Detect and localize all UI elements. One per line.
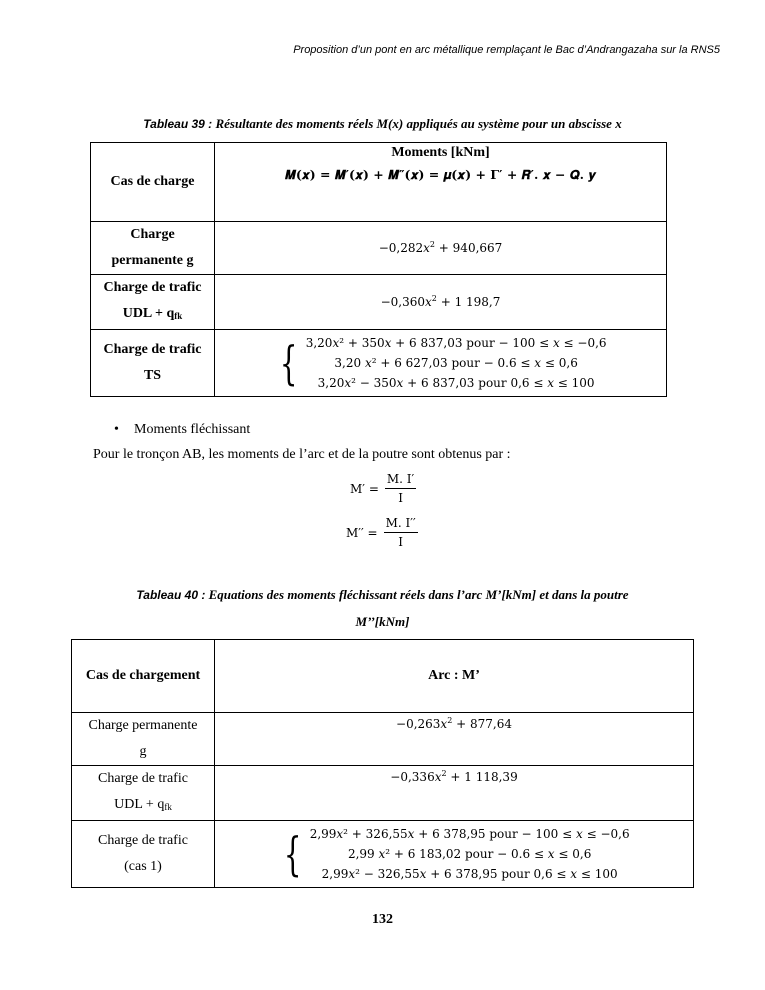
table39-header-case xyxy=(91,143,215,222)
row-label-line2: (cas 1) xyxy=(124,859,162,874)
equation-lhs: M′ = xyxy=(350,481,379,496)
row-label xyxy=(72,821,215,888)
row-label-line2: g xyxy=(139,744,147,759)
row-piecewise xyxy=(215,821,694,888)
piecewise-line: 2,99 𝑥² + 6 183,02 pour − 0.6 ≤ 𝑥 ≤ 0,6 xyxy=(347,847,592,861)
table-row xyxy=(72,713,694,766)
row-label-line1: Charge de trafic xyxy=(103,280,202,295)
table-header-row xyxy=(72,640,694,713)
equation-denominator: I xyxy=(398,491,403,505)
table40-caption-line2: M’’[kNm] xyxy=(355,614,410,629)
table40 xyxy=(71,639,694,888)
header-moments-title: Moments [kNm] xyxy=(391,145,490,160)
left-brace-icon: { xyxy=(284,827,302,881)
table-row xyxy=(72,766,694,821)
row-label xyxy=(91,222,215,275)
table40-header-arc xyxy=(215,640,694,713)
equation-denominator: I xyxy=(398,535,404,549)
table40-caption-number: Tableau 40 : xyxy=(136,588,206,602)
row-label-line2: permanente g xyxy=(111,253,194,268)
piecewise-line: 2,99𝑥² − 326,55𝑥 + 6 378,95 pour 0,6 ≤ 𝑥 ≤ 100 xyxy=(321,867,618,881)
running-header: Proposition d’un pont en arc métallique remplaçant le Bac d’Andrangazaha sur la RNS5 xyxy=(293,44,720,56)
bullet-icon: • xyxy=(114,422,119,437)
table40-caption xyxy=(0,587,765,603)
header-label: Cas de charge xyxy=(110,174,195,189)
formula-quadratic: −0,336𝑥 xyxy=(390,770,442,784)
formula-constant: + 1 198,7 xyxy=(436,295,501,309)
table39 xyxy=(90,142,667,397)
row-label-line1: Charge permanente xyxy=(88,718,198,733)
row-formula: −0,360𝑥$^2$ + 1 198,7 xyxy=(215,275,667,330)
table-row xyxy=(91,275,667,330)
row-formula: −0,336𝑥$^2$ + 1 118,39 xyxy=(215,766,694,821)
table39-caption-text: Résultante des moments réels M(x) appliqués au système pour un abscisse x xyxy=(215,116,622,131)
row-formula: −0,282𝑥$^2$ + 940,667 xyxy=(215,222,667,275)
row-label-line1: Charge de trafic xyxy=(103,342,202,357)
formula-quadratic: −0,282𝑥 xyxy=(378,241,430,255)
formula-constant: + 877,64 xyxy=(452,717,512,731)
bullet-text: Moments fléchissant xyxy=(134,422,251,437)
row-label xyxy=(91,330,215,397)
table-row xyxy=(72,821,694,888)
row-label-line1: Charge xyxy=(130,227,175,242)
table-row xyxy=(91,330,667,397)
row-label-line2: UDL + q xyxy=(114,797,165,812)
row-piecewise xyxy=(215,330,667,397)
header-moments-formula: 𝑴(𝒙) = 𝑴′(𝒙) + 𝑴″(𝒙) = 𝝁(𝒙) + 𝚪′ + 𝑹′. 𝒙 − 𝑸. 𝒚 xyxy=(284,167,597,182)
piecewise-line: 3,20𝑥² − 350𝑥 + 6 837,03 pour 0,6 ≤ 𝑥 ≤ 100 xyxy=(317,376,595,390)
table-header-row xyxy=(91,143,667,222)
table40-caption-text: Equations des moments fléchissant réels dans l’arc M’[kNm] et dans la poutre xyxy=(208,587,629,602)
table-row xyxy=(91,222,667,275)
table39-caption xyxy=(0,116,765,132)
row-label xyxy=(91,275,215,330)
header-label: Arc : M’ xyxy=(428,668,480,683)
piecewise-line: 3,20 𝑥² + 6 627,03 pour − 0.6 ≤ 𝑥 ≤ 0,6 xyxy=(334,356,578,370)
equation-numerator: M. I′ xyxy=(385,472,416,489)
bullet-item xyxy=(114,422,250,438)
row-label-line2: TS xyxy=(143,368,162,383)
row-label-line2: UDL + q xyxy=(122,306,175,321)
piecewise-line: 2,99𝑥² + 326,55𝑥 + 6 378,95 pour − 100 ≤ 𝑥 ≤ −0,6 xyxy=(309,827,630,841)
row-formula: −0,263𝑥$^2$ + 877,64 xyxy=(215,713,694,766)
formula-constant: + 940,667 xyxy=(434,241,503,255)
table39-header-moments xyxy=(215,143,667,222)
formula-quadratic: −0,263𝑥 xyxy=(396,717,448,731)
piecewise-line: 3,20𝑥² + 350𝑥 + 6 837,03 pour − 100 ≤ 𝑥 ≤ −0,6 xyxy=(305,336,607,350)
table39-caption-number: Tableau 39 : xyxy=(143,117,213,131)
table40-header-case xyxy=(72,640,215,713)
paragraph: Pour le tronçon AB, les moments de l’arc et de la poutre sont obtenus par : xyxy=(93,447,511,462)
row-label xyxy=(72,766,215,821)
left-brace-icon: { xyxy=(280,336,298,390)
row-label-line1: Charge de trafic xyxy=(98,771,188,786)
row-label xyxy=(72,713,215,766)
equation-m-prime xyxy=(350,472,416,505)
equation-lhs: M′′ = xyxy=(346,525,378,540)
row-label-subscript: fk xyxy=(164,802,172,812)
page-number: 132 xyxy=(372,912,393,927)
row-label-subscript: fk xyxy=(174,311,183,321)
equation-numerator: M. I′′ xyxy=(384,516,418,533)
equation-m-double-prime xyxy=(346,516,418,549)
header-label: Cas de chargement xyxy=(85,668,201,683)
formula-quadratic: −0,360𝑥 xyxy=(380,295,432,309)
formula-constant: + 1 118,39 xyxy=(446,770,518,784)
row-label-line1: Charge de trafic xyxy=(98,833,188,848)
